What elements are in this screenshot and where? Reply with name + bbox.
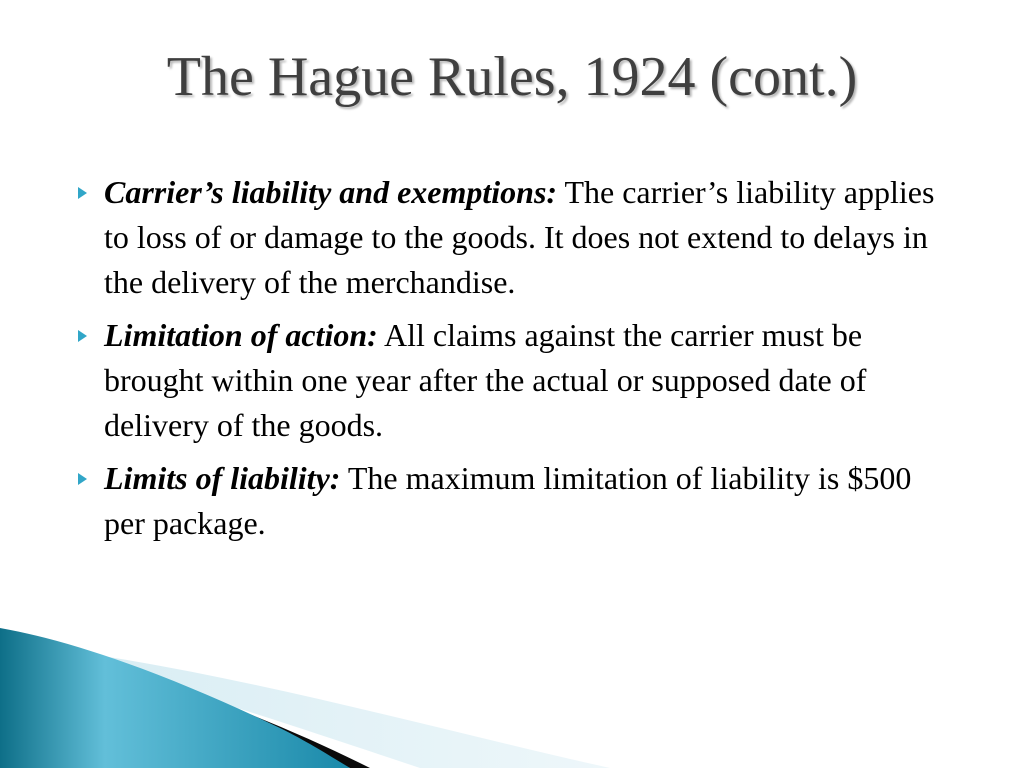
bullet-heading: Limits of liability: bbox=[104, 460, 341, 496]
bullet-heading: Limitation of action: bbox=[104, 317, 378, 353]
triangle-bullet-icon bbox=[78, 473, 87, 485]
triangle-bullet-icon bbox=[78, 187, 87, 199]
bullet-list bbox=[74, 170, 954, 554]
decorative-wave-corner bbox=[0, 628, 1024, 768]
bullet-heading: Carrier’s liability and exemptions: bbox=[104, 174, 558, 210]
bullet-item-carriers-liability bbox=[74, 170, 954, 305]
bullet-text: The carrier’s liability applies to loss of or damage to the goods. It does not extend to delays in the delivery of the merchandise. bbox=[104, 174, 935, 300]
bullet-item-limitation-of-action bbox=[74, 313, 954, 448]
triangle-bullet-icon bbox=[78, 330, 87, 342]
bullet-text: All claims against the carrier must be brought within one year after the actual or supposed date of delivery of the goods. bbox=[104, 317, 867, 443]
bullet-text: The maximum limitation of liability is $500 per package. bbox=[104, 460, 912, 541]
bullet-item-limits-of-liability bbox=[74, 456, 954, 546]
slide-title: The Hague Rules, 1924 (cont.) bbox=[166, 46, 858, 108]
